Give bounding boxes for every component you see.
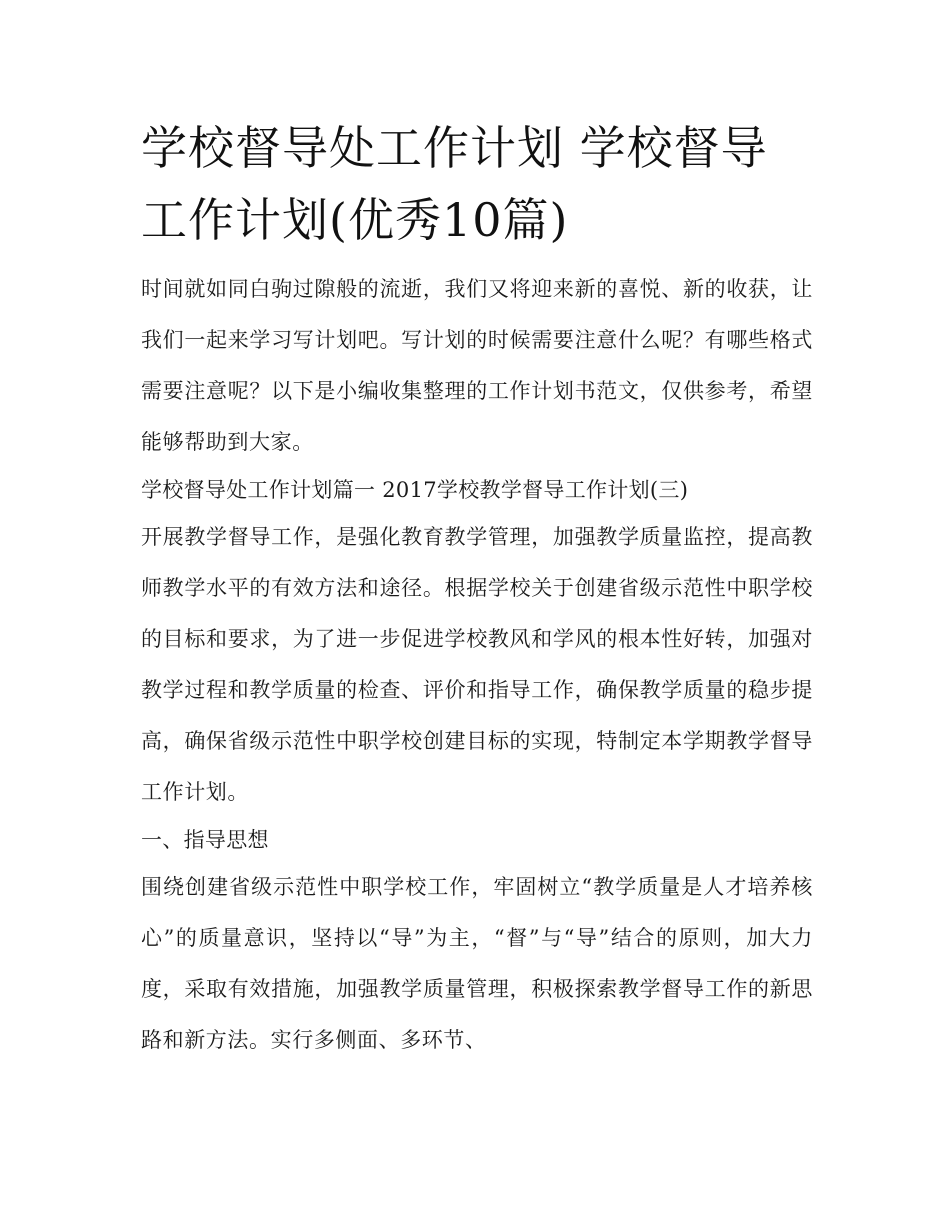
section-paragraph: 开展教学督导工作，是强化教育教学管理，加强教学质量监控，提高教师教学水平的有效方法和途径。根据学校关于创建省级示范性中职学校的目标和要求，为了进一步促进学校教风和学风的根本性好转，加强对教学过程和教学质量的检查、评价和指导工作，确保教学质量的稳步提高，确保省级示范性中职学校创建目标的实现，特制定本学期教学督导工作计划。 — [141, 525, 813, 804]
intro-paragraph: 时间就如同白驹过隙般的流逝，我们又将迎来新的喜悦、新的收获，让我们一起来学习写计划吧。写计划的时候需要注意什么呢？有哪些格式需要注意呢？以下是小编收集整理的工作计划书范文，仅供参考，希望能够帮助到大家。 — [141, 277, 813, 454]
section-title: 学校督导处工作计划篇一 2017学校教学督导工作计划(三) — [141, 478, 689, 502]
heading-guiding-ideology: 一、指导思想 — [141, 828, 269, 852]
document-title: 学校督导处工作计划 学校督导工作计划(优秀10篇) — [141, 121, 768, 247]
guiding-paragraph: 围绕创建省级示范性中职学校工作，牢固树立“教学质量是人才培养核心”的质量意识，坚持以“导”为主，“督”与“导”结合的原则，加大力度，采取有效措施，加强教学质量管理，积极探索教学督导工作的新思路和新方法。实行多侧面、多环节、 — [141, 875, 813, 1052]
document-content — [141, 112, 813, 1066]
